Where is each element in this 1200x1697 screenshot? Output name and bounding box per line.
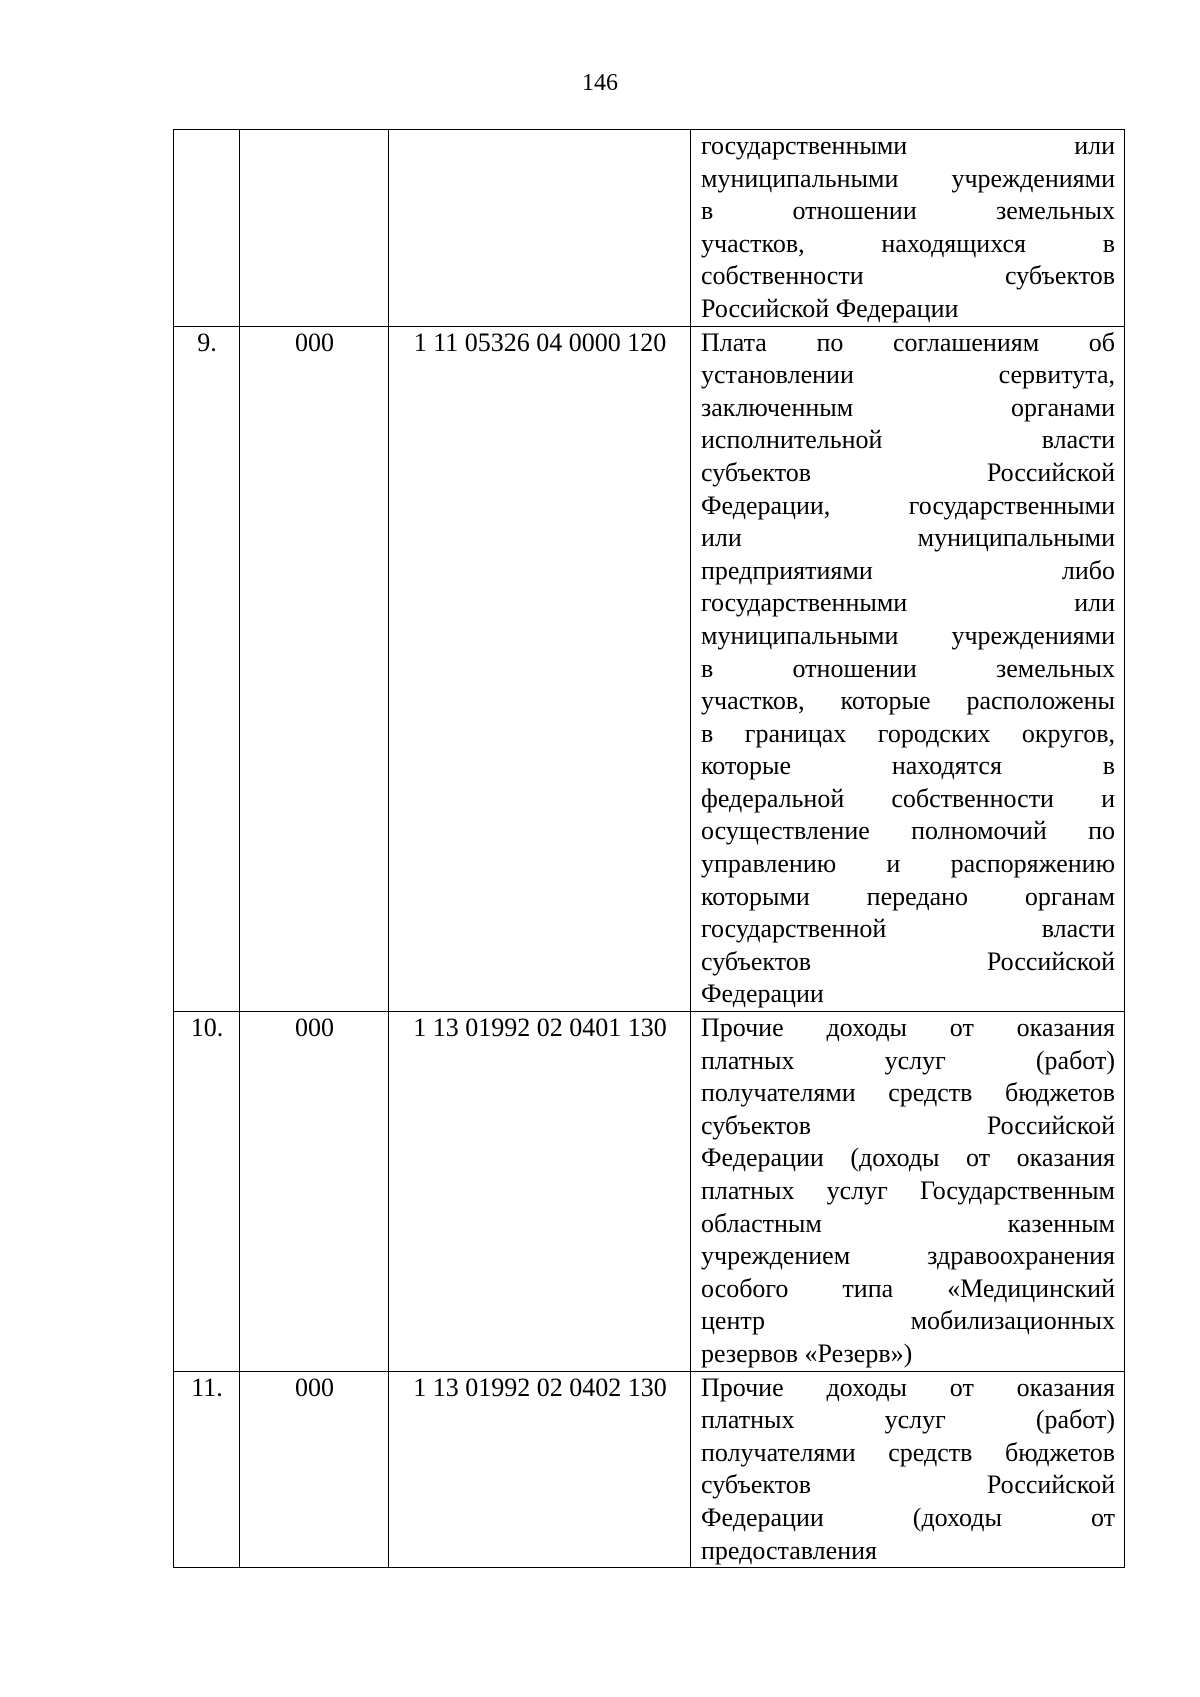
description-line: центр мобилизационных: [701, 1306, 1115, 1336]
description-line: платных услуг Государственным: [701, 1176, 1115, 1205]
kbk-code-cell: 1 13 01992 02 0402 130: [389, 1371, 691, 1568]
kbk-code-cell: [389, 130, 691, 327]
admin-code-cell: 000: [240, 1371, 389, 1568]
description-line: муниципальными учреждениями: [701, 163, 1115, 193]
admin-code-cell: 000: [240, 326, 389, 1011]
description-line: Федерации, государственными: [701, 490, 1115, 520]
description-line: в отношении земельных: [701, 653, 1115, 683]
kbk-code-cell: 1 13 01992 02 0401 130: [389, 1012, 691, 1372]
description-line: Плата по соглашениям об: [701, 327, 1115, 357]
description-line: муниципальными учреждениями: [701, 620, 1115, 650]
row-number-cell: [174, 130, 240, 327]
row-number-cell: 10.: [174, 1012, 240, 1372]
table-row: [174, 130, 1125, 327]
description-line: в границах городских округов,: [701, 718, 1115, 748]
description-line: осуществление полномочий по: [701, 816, 1115, 846]
description-line: областным казенным: [701, 1208, 1115, 1238]
description-cell: [691, 326, 1125, 1011]
description-line: Федерации (доходы от оказания: [701, 1143, 1115, 1173]
description-line: заключенным органами: [701, 392, 1115, 422]
description-line: предприятиями либо: [701, 555, 1115, 585]
description-line: участков, которые расположены: [701, 686, 1115, 716]
description-line: учреждением здравоохранения: [701, 1241, 1115, 1271]
description-line: Российской Федерации: [701, 293, 959, 323]
description-line: резервов «Резерв»): [701, 1338, 913, 1368]
description-line: получателями средств бюджетов: [701, 1078, 1115, 1108]
description-line: государственной власти: [701, 914, 1115, 944]
description-line: Прочие доходы от оказания: [701, 1372, 1115, 1402]
description-line: государственными или: [701, 131, 1115, 160]
description-line: собственности субъектов: [701, 261, 1115, 291]
description-line: Прочие доходы от оказания: [701, 1013, 1115, 1043]
table-body: [174, 130, 1125, 1568]
row-number-cell: 9.: [174, 326, 240, 1011]
description-cell: [691, 130, 1125, 327]
row-number-cell: 11.: [174, 1371, 240, 1568]
admin-code-cell: 000: [240, 1012, 389, 1372]
table-row: [174, 1371, 1125, 1568]
kbk-code-cell: 1 11 05326 04 0000 120: [389, 326, 691, 1011]
description-line: Федерации (доходы от: [701, 1502, 1115, 1532]
description-line: которыми передано органам: [701, 881, 1115, 911]
description-line: платных услуг (работ): [701, 1045, 1115, 1075]
description-line: платных услуг (работ): [701, 1405, 1115, 1435]
description-line: предоставления: [701, 1535, 877, 1565]
description-line: субъектов Российской: [701, 1110, 1115, 1140]
description-line: исполнительной власти: [701, 425, 1115, 455]
description-cell: [691, 1371, 1125, 1568]
description-line: субъектов Российской: [701, 457, 1115, 487]
description-line: или муниципальными: [701, 523, 1115, 553]
description-line: участков, находящихся в: [701, 228, 1115, 258]
table-row: [174, 1012, 1125, 1372]
page-number: 146: [582, 70, 618, 96]
description-line: особого типа «Медицинский: [701, 1273, 1115, 1303]
budget-revenue-table: [173, 129, 1125, 1568]
admin-code-cell: [240, 130, 389, 327]
description-line: в отношении земельных: [701, 196, 1115, 226]
table-row: [174, 326, 1125, 1011]
description-line: государственными или: [701, 588, 1115, 618]
description-line: Федерации: [701, 979, 824, 1009]
description-line: федеральной собственности и: [701, 783, 1115, 813]
description-line: которые находятся в: [701, 751, 1115, 781]
description-cell: [691, 1012, 1125, 1372]
description-line: установлении сервитута,: [701, 360, 1115, 390]
description-line: получателями средств бюджетов: [701, 1437, 1115, 1467]
description-line: субъектов Российской: [701, 946, 1115, 976]
description-line: субъектов Российской: [701, 1470, 1115, 1500]
description-line: управлению и распоряжению: [701, 849, 1115, 879]
